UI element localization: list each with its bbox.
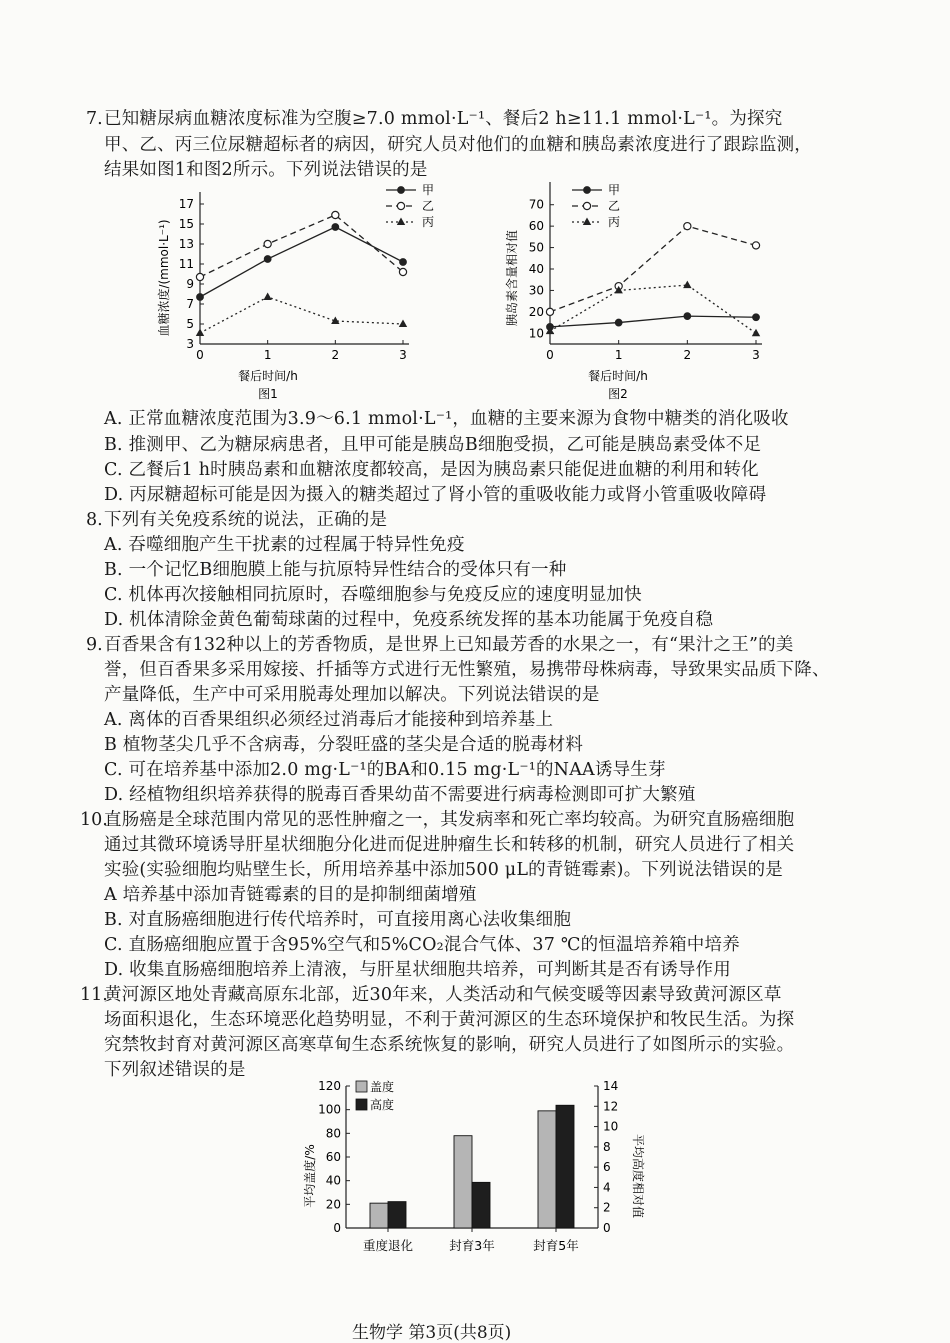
data-point (615, 319, 622, 326)
q9-option-d: D. 经植物组织培养获得的脱毒百香果幼苗不需要进行病毒检测即可扩大繁殖 (104, 785, 696, 805)
data-point (196, 329, 204, 337)
x-axis-label: 餐后时间/h (588, 369, 648, 383)
x-tick-label: 2 (331, 348, 340, 362)
q11-stem-line: 下列叙述错误的是 (104, 1060, 246, 1080)
x-tick-label: 2 (683, 348, 692, 362)
data-point (397, 218, 405, 226)
figure-3-grassland-bar-chart (290, 1076, 660, 1288)
q9-option-c: C. 可在培养基中添加2.0 mg·L⁻¹的BA和0.15 mg·L⁻¹的NAA诱导生芽 (104, 760, 666, 780)
y-tick-label: 17 (178, 197, 194, 211)
y2-tick-label: 8 (603, 1139, 611, 1154)
q9-option-a: A. 离体的百香果组织必须经过消毒后才能接种到培养基上 (104, 710, 554, 730)
q7-number: 7. (86, 109, 103, 129)
data-point (753, 314, 760, 321)
q8-option-a: A. 吞噬细胞产生干扰素的过程属于特异性免疫 (104, 535, 465, 555)
y2-tick-label: 0 (603, 1221, 611, 1235)
data-point (584, 187, 591, 194)
q11-stem-line: 黄河源区地处青藏高原东北部，近30年来，人类活动和气候变暖等因素导致黄河源区草 (104, 985, 782, 1005)
y-tick-label: 9 (186, 277, 194, 291)
q9-stem-line: 产量降低，生产中可采用脱毒处理加以解决。下列说法错误的是 (104, 685, 600, 705)
y-tick-label: 30 (528, 283, 544, 298)
x-tick-label: 0 (546, 348, 554, 362)
x-tick-label: 3 (399, 348, 407, 362)
q8-option-b: B. 一个记忆B细胞膜上能与抗原特异性结合的受体只有一种 (104, 560, 567, 580)
bar-盖度 (454, 1136, 472, 1228)
series-line-丙 (200, 297, 403, 333)
q7-option-c: C. 乙餐后1 h时胰岛素和血糖浓度都较高，是因为胰岛素只能促进血糖的利用和转化 (104, 460, 759, 480)
y-tick-label: 5 (186, 317, 194, 331)
y2-tick-label: 2 (603, 1200, 611, 1215)
q7-stem-line: 结果如图1和图2所示。下列说法错误的是 (104, 160, 428, 180)
data-point (683, 281, 691, 289)
data-point (752, 242, 759, 249)
q7-option-d: D. 丙尿糖超标可能是因为摄入的糖类超过了肾小管的重吸收能力或肾小管重吸收障碍 (104, 485, 767, 505)
data-point (583, 202, 590, 209)
y-tick-label: 20 (528, 304, 544, 319)
figure-caption: 图1 (258, 387, 278, 401)
data-point (332, 211, 339, 218)
q10-stem-line: 直肠癌是全球范围内常见的恶性肿瘤之一，其发病率和死亡率均较高。为研究直肠癌细胞 (104, 810, 795, 830)
y-tick-label: 40 (325, 1173, 341, 1188)
y-tick-label: 0 (333, 1221, 341, 1235)
page-footer: 生物学 第3页(共8页) (352, 1323, 512, 1343)
legend-label: 高度 (370, 1098, 395, 1112)
data-point (684, 313, 691, 320)
bar-高度 (388, 1202, 406, 1228)
y-axis-label: 血糖浓度/(mmol·L⁻¹) (157, 219, 171, 337)
q10-option-b: B. 对直肠癌细胞进行传代培养时，可直接用离心法收集细胞 (104, 910, 572, 930)
legend-swatch (356, 1081, 367, 1092)
data-point (264, 240, 271, 247)
y-tick-label: 100 (318, 1102, 341, 1117)
y-tick-label: 11 (178, 257, 194, 271)
q7-option-a: A. 正常血糖浓度范围为3.9～6.1 mmol·L⁻¹，血糖的主要来源为食物中糖类的消化吸收 (104, 409, 789, 429)
data-point (546, 308, 553, 315)
y-tick-label: 10 (528, 326, 544, 341)
legend-label: 丙 (422, 215, 435, 229)
q10-option-a: A 培养基中添加青链霉素的目的是抑制细菌增殖 (104, 885, 477, 905)
y-tick-label: 3 (186, 337, 194, 351)
y-tick-label: 40 (528, 262, 544, 276)
q9-number: 9. (86, 635, 103, 655)
x-axis-label: 餐后时间/h (238, 369, 298, 383)
y-tick-label: 120 (318, 1079, 341, 1093)
q10-number: 10. (80, 810, 108, 830)
x-tick-label: 0 (196, 348, 204, 362)
q11-number: 11. (80, 985, 108, 1005)
x-tick-label: 1 (263, 348, 272, 362)
q7-stem-line: 甲、乙、丙三位尿糖超标者的病因，研究人员对他们的血糖和胰岛素浓度进行了跟踪监测， (104, 135, 812, 155)
legend-label: 丙 (608, 215, 621, 229)
y2-tick-label: 6 (603, 1160, 611, 1175)
q10-option-d: D. 收集直肠癌细胞培养上清液，与肝星状细胞共培养，可判断其是否有诱导作用 (104, 960, 731, 980)
data-point (197, 294, 204, 301)
data-point (332, 224, 339, 231)
y-axis-label: 胰岛素含量相对值 (505, 229, 519, 327)
q11-stem-line: 究禁牧封育对黄河源区高寒草甸生态系统恢复的影响，研究人员进行了如图所示的实验。 (104, 1035, 795, 1055)
q7-option-b: B. 推测甲、乙为糖尿病患者，且甲可能是胰岛B细胞受损，乙可能是胰岛素受体不足 (104, 435, 762, 455)
data-point (398, 187, 405, 194)
q8-stem: 下列有关免疫系统的说法，正确的是 (104, 510, 388, 530)
q10-stem-line: 通过其微环境诱导肝星状细胞分化进而促进肿瘤生长和转移的机制，研究人员进行了相关 (104, 835, 795, 855)
legend-label: 乙 (608, 199, 621, 213)
data-point (264, 256, 271, 263)
q10-option-c: C. 直肠癌细胞应置于含95%空气和5%CO₂混合气体、37 ℃的恒温培养箱中培养 (104, 935, 740, 955)
y-tick-label: 20 (325, 1197, 341, 1212)
y-tick-label: 70 (528, 197, 544, 212)
legend-label: 乙 (422, 199, 435, 213)
q8-number: 8. (86, 510, 103, 530)
y2-tick-label: 4 (603, 1180, 611, 1195)
q8-option-c: C. 机体再次接触相同抗原时，吞噬细胞参与免疫反应的速度明显加快 (104, 585, 642, 605)
x-tick-label: 3 (752, 348, 760, 362)
legend-label: 甲 (608, 183, 621, 197)
data-point (263, 293, 271, 301)
data-point (397, 202, 404, 209)
series-line-乙 (550, 226, 756, 312)
y-tick-label: 15 (178, 217, 194, 231)
data-point (400, 259, 407, 266)
q9-option-b: B 植物茎尖几乎不含病毒，分裂旺盛的茎尖是合适的脱毒材料 (104, 735, 584, 755)
series-line-甲 (550, 316, 756, 327)
y2-axis-label: 平均高度相对值 (631, 1133, 645, 1219)
q9-stem-line: 百香果含有132种以上的芳香物质，是世界上已知最芳香的水果之一，有“果汁之王”的美 (104, 635, 794, 655)
x-tick-label: 封育3年 (449, 1238, 495, 1253)
figure-caption: 图2 (608, 387, 628, 401)
y-tick-label: 13 (178, 237, 194, 251)
figure-1-blood-glucose-chart (150, 178, 450, 410)
data-point (196, 273, 203, 280)
data-point (399, 268, 406, 275)
y-tick-label: 60 (325, 1150, 341, 1164)
y2-tick-label: 14 (603, 1079, 619, 1093)
figure-2-insulin-chart (498, 178, 798, 410)
y-tick-label: 60 (528, 219, 544, 234)
x-tick-label: 重度退化 (362, 1238, 414, 1253)
x-tick-label: 封育5年 (533, 1238, 579, 1253)
bar-盖度 (538, 1111, 556, 1228)
data-point (752, 329, 760, 337)
y2-tick-label: 12 (603, 1099, 619, 1114)
y2-tick-label: 10 (603, 1119, 619, 1134)
legend-label: 盖度 (370, 1080, 395, 1094)
q11-stem-line: 场面积退化，生态环境恶化趋势明显，不利于黄河源区的生态环境保护和牧民生活。为探 (104, 1010, 795, 1030)
data-point (583, 218, 591, 226)
y-tick-label: 80 (325, 1126, 341, 1141)
q8-option-d: D. 机体清除金黄色葡萄球菌的过程中，免疫系统发挥的基本功能属于免疫自稳 (104, 610, 714, 630)
bar-高度 (556, 1105, 574, 1228)
data-point (684, 223, 691, 230)
x-tick-label: 1 (614, 348, 623, 362)
legend-swatch (356, 1099, 367, 1110)
y-tick-label: 50 (528, 240, 544, 255)
q10-stem-line: 实验(实验细胞均贴壁生长，所用培养基中添加500 μL的青链霉素)。下列说法错误的是 (104, 860, 784, 880)
y-axis-label: 平均盖度/% (303, 1144, 317, 1208)
bar-高度 (472, 1182, 490, 1228)
series-line-丙 (550, 285, 756, 333)
q7-stem-line: 已知糖尿病血糖浓度标准为空腹≥7.0 mmol·L⁻¹、餐后2 h≥11.1 mmol·L⁻¹。为探究 (104, 109, 783, 129)
y-tick-label: 7 (186, 297, 194, 311)
data-point (399, 320, 407, 328)
legend-label: 甲 (422, 183, 435, 197)
q9-stem-line: 誉，但百香果多采用嫁接、扦插等方式进行无性繁殖，易携带母株病毒，导致果实品质下降、 (104, 660, 830, 680)
bar-盖度 (370, 1203, 388, 1228)
